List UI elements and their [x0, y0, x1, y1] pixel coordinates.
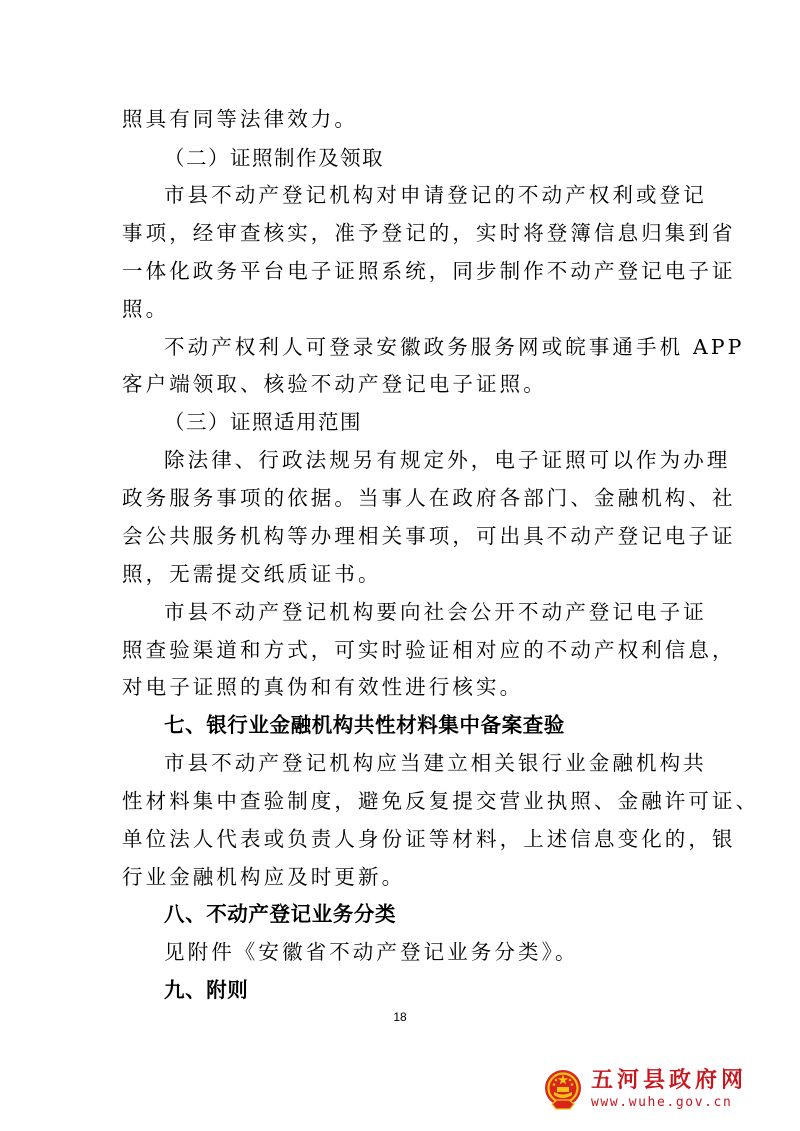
section-subheading: （二）证照制作及领取 [164, 146, 384, 170]
section-heading: 九、附则 [164, 978, 249, 1002]
section-heading: 八、不动产登记业务分类 [164, 902, 397, 926]
paragraph-start: 市县不动产登记机构应当建立相关银行业金融机构共 [164, 751, 707, 775]
paragraph-start: 除法律、行政法规另有规定外，电子证照可以作为办理 [164, 448, 731, 472]
section-heading: 七、银行业金融机构共性材料集中备案查验 [164, 713, 565, 737]
site-watermark [543, 1068, 763, 1114]
section-subheading: （三）证照适用范围 [164, 410, 362, 434]
text-line: 性材料集中查验制度，避免反复提交营业执照、金融许可证、 [122, 789, 760, 813]
text-line: 一体化政务平台电子证照系统，同步制作不动产登记电子证 [122, 259, 736, 283]
text-line: 对电子证照的真伪和有效性进行核实。 [122, 675, 524, 699]
page-number: 18 [393, 1010, 407, 1024]
paragraph-start: 不动产权利人可登录安徽政务服务网或皖事通手机 APP [164, 335, 745, 359]
text-line: 政务服务事项的依据。当事人在政府各部门、金融机构、社 [122, 486, 736, 510]
text-line: 单位法人代表或负责人身份证等材料，上述信息变化的，银 [122, 827, 736, 851]
text-line: 行业金融机构应及时更新。 [122, 865, 406, 889]
paragraph-start: 市县不动产登记机构对申请登记的不动产权利或登记 [164, 183, 707, 207]
text-line: 照。 [122, 297, 170, 321]
text-line: 事项，经审查核实，准予登记的，实时将登簿信息归集到省 [122, 221, 736, 245]
text-line: 会公共服务机构等办理相关事项，可出具不动产登记电子证 [122, 524, 736, 548]
national-emblem-icon [543, 1068, 583, 1110]
text-line: 照查验渠道和方式，可实时验证相对应的不动产权利信息， [122, 638, 736, 662]
paragraph-start: 见附件《安徽省不动产登记业务分类》。 [164, 940, 579, 964]
text-line: 客户端领取、核验不动产登记电子证照。 [122, 372, 547, 396]
site-url: www.wuhe.gov.cn [591, 1095, 733, 1110]
text-line: 照，无需提交纸质证书。 [122, 562, 382, 586]
text-line: 照具有同等法律效力。 [122, 107, 358, 131]
site-name: 五河县政府网 [591, 1068, 748, 1093]
paragraph-start: 市县不动产登记机构要向社会公开不动产登记电子证 [164, 600, 707, 624]
